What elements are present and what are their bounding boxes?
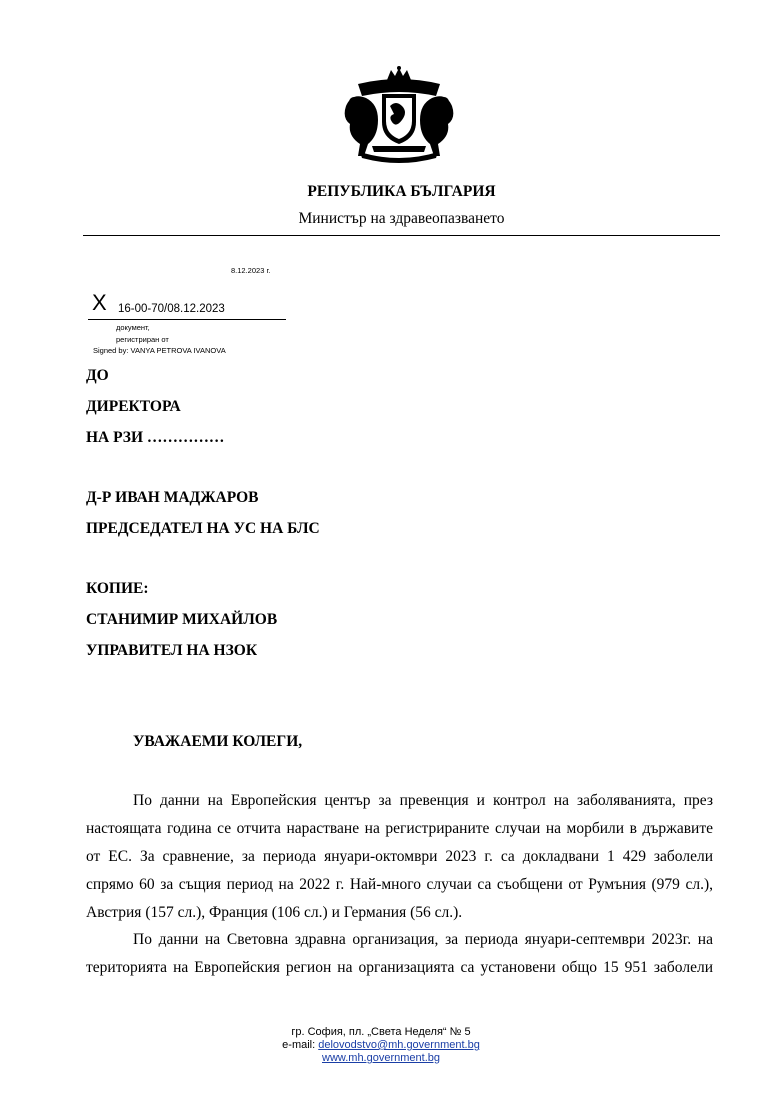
header-divider: [83, 235, 720, 236]
body-line: По данни на Световна здравна организация, за периода януари-септември 2023г. на: [133, 931, 713, 948]
body-line: Австрия (157 сл.), Франция (106 сл.) и Германия (56 сл.).: [86, 904, 463, 921]
recipient-line: ДО: [86, 367, 109, 384]
recipient-line: Д-Р ИВАН МАДЖАРОВ: [86, 489, 259, 506]
footer-email-label: e-mail:: [282, 1039, 319, 1051]
footer-email-row: [0, 1039, 762, 1052]
salutation: УВАЖАЕМИ КОЛЕГИ,: [133, 733, 303, 750]
recipient-line: ДИРЕКТОРА: [86, 398, 181, 415]
copy-label: КОПИЕ:: [86, 580, 149, 597]
body-line: По данни на Европейския център за превенция и контрол на заболяванията, през: [133, 792, 713, 809]
recipient-line: СТАНИМИР МИХАЙЛОВ: [86, 611, 278, 628]
recipient-line: НА РЗИ ……………: [86, 429, 225, 446]
body-line: спрямо 60 за същия период на 2022 г. Най-много случаи са съобщени от Румъния (979 сл.),: [86, 876, 713, 893]
body-line: от ЕС. За сравнение, за периода януари-октомври 2023 г. са докладвани 1 429 заболели: [86, 848, 713, 865]
signature-caption-1: документ,: [116, 323, 150, 332]
footer-address: гр. София, пл. „Света Неделя“ № 5: [291, 1026, 471, 1038]
recipient-line: УПРАВИТЕЛ НА НЗОК: [86, 642, 258, 659]
footer-website-link[interactable]: www.mh.government.bg: [322, 1052, 440, 1064]
signature-caption-2: регистриран от: [116, 335, 169, 344]
signed-by: Signed by: VANYA PETROVA IVANOVA: [93, 346, 226, 355]
country-title: РЕПУБЛИКА БЪЛГАРИЯ: [307, 183, 496, 200]
coat-of-arms-icon: [338, 66, 460, 164]
signature-mark: X: [92, 290, 107, 315]
body-line: територията на Европейския регион на организацията са установени общо 15 951 заболели: [86, 959, 713, 976]
signature-date: 8.12.2023 г.: [231, 266, 271, 275]
body-line: настоящата година се отчита нарастване на регистрираните случаи на морбили в държавите: [86, 820, 713, 837]
registration-number: 16-00-70/08.12.2023: [118, 303, 225, 315]
ministry-title: Министър на здравеопазването: [298, 210, 505, 227]
signature-line: [88, 319, 286, 320]
footer-website-row: [0, 1052, 762, 1065]
recipient-line: ПРЕДСЕДАТЕЛ НА УС НА БЛС: [86, 520, 320, 537]
footer-email-link[interactable]: delovodstvo@mh.government.bg: [318, 1039, 480, 1051]
